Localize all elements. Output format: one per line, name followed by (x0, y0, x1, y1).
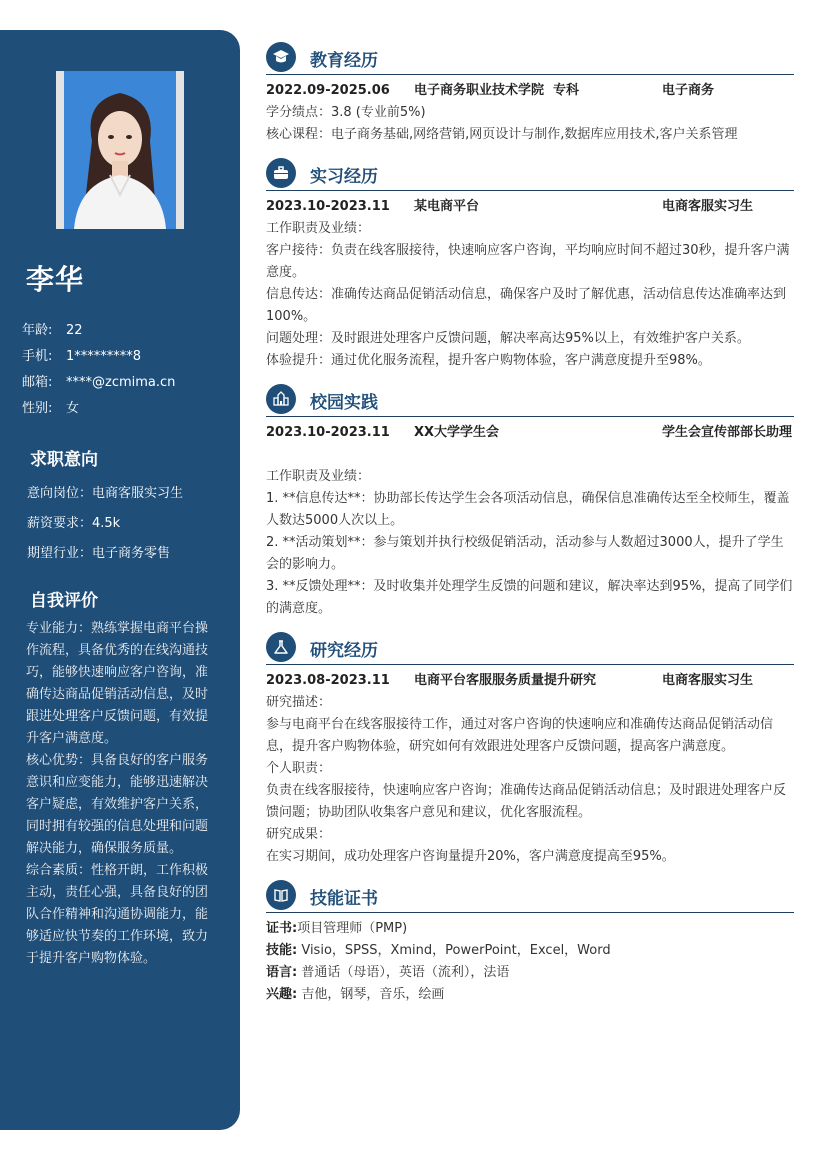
internship-section (266, 156, 794, 372)
skill-languages: 语言: 普通话（母语），英语（流利），法语 (266, 965, 510, 980)
intent-industry: 期望行业：电子商务零售 (27, 546, 171, 561)
intent-title: 求职意向 (30, 450, 98, 470)
skill-interests: 兴趣: 吉他，钢琴，音乐，绘画 (266, 987, 445, 1002)
flask-icon (266, 632, 296, 662)
intent-position: 意向岗位：电商客服实习生 (27, 486, 184, 501)
candidate-name: 李华 (26, 263, 85, 296)
entry-org: 电子商务职业技术学院 专科 (414, 83, 580, 98)
section-title: 教育经历 (310, 51, 378, 71)
section-title: 校园实践 (310, 393, 378, 413)
entry-date: 2023.08-2023.11 (266, 673, 390, 688)
skill-certificate: 证书:项目管理师（PMP) (266, 921, 408, 936)
info-email: 邮箱: ****@zcmima.cn (22, 375, 176, 390)
job-intent (27, 479, 183, 569)
eval-paragraph: 综合素质：性格开朗，工作积极主动，责任心强，具备良好的团队合作精神和沟通协调能力，能够适应快节奏的工作环境，致力于提升客户购物体验。 (26, 863, 209, 966)
info-gender: 性别: 女 (22, 401, 80, 416)
self-evaluation (26, 618, 218, 970)
entry-body: 工作职责及业绩： 客户接待：负责在线客服接待，快速响应客户咨询，平均响应时间不超过30秒，提升客户满意度。 信息传达：准确传达商品促销活动信息，确保客户及时了解优惠，活动信息传达准确率达到100%。 问题处理：及时跟进处理客户反馈问题，解决率高达95%以上，有效维护客户关系。 体验提升：通过优化服务流程，提升客户购物体验，客户满意度提升至98%。 (266, 221, 790, 368)
entry-header (266, 670, 794, 692)
entry-org: XX大学学生会 (414, 425, 500, 440)
research-section (266, 630, 794, 868)
entry-header (266, 422, 794, 466)
entry-header (266, 196, 794, 218)
entry-date: 2022.09-2025.06 (266, 83, 390, 98)
section-title: 研究经历 (310, 641, 378, 661)
entry-body: 学分绩点：3.8 (专业前5%) 核心课程：电子商务基础,网络营销,网页设计与制作,数据库应用技术,客户关系管理 (266, 105, 738, 142)
entry-date: 2023.10-2023.11 (266, 199, 390, 214)
section-title: 实习经历 (310, 167, 378, 187)
entry-body: 工作职责及业绩： 1. **信息传达**：协助部长传达学生会各项活动信息，确保信息准确传达至全校师生，覆盖人数达5000人次以上。 2. **活动策划**：参与策划并执行校级促销活动，活动参与人数超过3000人，提升了学生会的影响力。 3. **反馈处理**：及时收集并处理学生反馈的问题和建议，解决率达到95%，提高了同学们的满意度。 (266, 469, 793, 616)
entry-date: 2023.10-2023.11 (266, 425, 390, 440)
section-header (266, 878, 794, 913)
entry-role: 电商客服实习生 (662, 199, 754, 214)
entry-body: 研究描述： 参与电商平台在线客服接待工作，通过对客户咨询的快速响应和准确传达商品促销活动信息，提升客户购物体验，研究如何有效跟进处理客户反馈问题，提高客户满意度。 个人职责： 负责在线客服接待，快速响应客户咨询；准确传达商品促销活动信息；及时跟进处理客户反馈问题；协助团队收集客户意见和建议，优化客服流程。 研究成果： 在实习期间，成功处理客户咨询量提升20%，客户满意度提高至95%。 (266, 695, 787, 864)
entry-header (266, 80, 794, 102)
section-title: 技能证书 (310, 889, 378, 909)
info-age: 年龄: 22 (22, 323, 83, 338)
skill-tools: 技能: Visio，SPSS，Xmind，PowerPoint，Excel，Word (266, 943, 611, 958)
section-header (266, 630, 794, 665)
education-section (266, 40, 794, 146)
sidebar (0, 30, 240, 1130)
section-header (266, 382, 794, 417)
entry-role: 电商客服实习生 (662, 673, 754, 688)
briefcase-icon (266, 158, 296, 188)
section-header (266, 40, 794, 75)
entry-org: 电商平台客服服务质量提升研究 (414, 673, 597, 688)
skills-section (266, 878, 794, 1006)
campus-section (266, 382, 794, 620)
entry-role: 电子商务 (662, 83, 715, 98)
personal-info (22, 318, 175, 422)
self-eval-title: 自我评价 (30, 591, 98, 611)
profile-photo (56, 71, 184, 229)
school-building-icon (266, 384, 296, 414)
entry-org: 某电商平台 (414, 199, 480, 214)
book-icon (266, 880, 296, 910)
eval-paragraph: 核心优势：具备良好的客户服务意识和应变能力，能够迅速解决客户疑虑，有效维护客户关系，同时拥有较强的信息处理和问题解决能力，确保服务质量。 (26, 753, 209, 856)
graduation-cap-icon (266, 42, 296, 72)
info-phone: 手机: 1*********8 (22, 349, 142, 364)
eval-paragraph: 专业能力：熟练掌握电商平台操作流程，具备优秀的在线沟通技巧，能够快速响应客户咨询，准确传达商品促销活动信息，及时跟进处理客户反馈问题，有效提升客户满意度。 (26, 621, 209, 746)
section-header (266, 156, 794, 191)
main-content (266, 40, 794, 1016)
entry-role: 学生会宣传部部长助理 (662, 425, 793, 440)
intent-salary: 薪资要求：4.5k (27, 516, 121, 531)
